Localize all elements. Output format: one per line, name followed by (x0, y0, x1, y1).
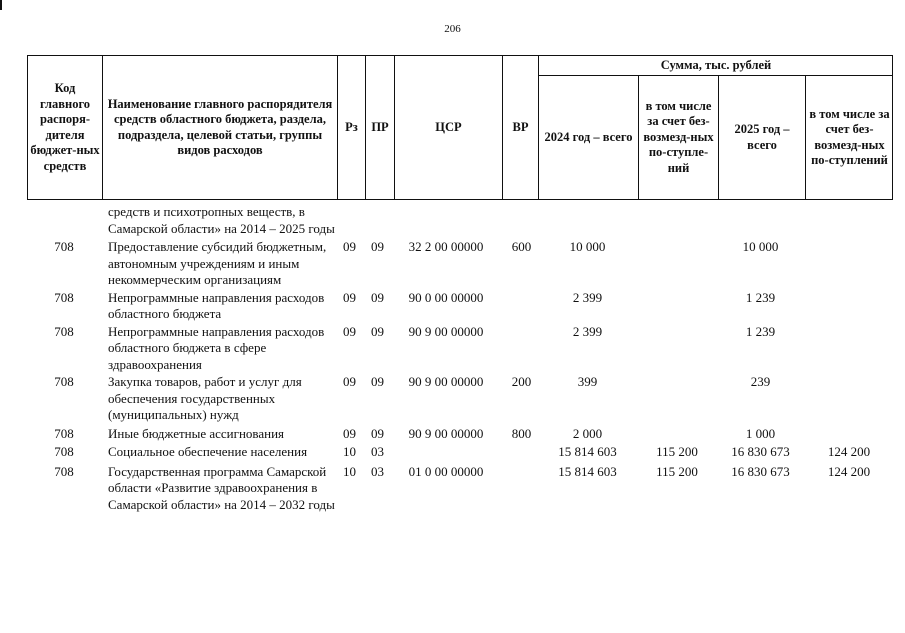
cell-pr: 03 (371, 463, 384, 479)
header-name: Наименование главного распорядителя средств областного бюджета, раздела, подраздела, целевой статьи, группы видов расходов (102, 56, 337, 199)
cell-2025-grants: 124 200 (827, 463, 871, 479)
scan-mark (0, 0, 2, 10)
cell-2024-total: 2 399 (572, 289, 603, 305)
cell-code: 708 (54, 323, 74, 339)
header-2025-grants: в том числе за счет без-возмезд-ных по-ступлений (805, 76, 893, 199)
table-row (27, 204, 893, 237)
cell-vr: 800 (511, 425, 532, 441)
cell-code: 708 (54, 444, 74, 459)
cell-pr: 09 (371, 289, 384, 305)
cell-2024-total: 399 (577, 374, 598, 389)
cell-2024-grants: 115 200 (656, 463, 698, 479)
cell-csr: 90 9 00 00000 (408, 374, 484, 389)
cell-2024-total: 10 000 (569, 239, 606, 254)
header-sum-title: Сумма, тыс. рублей (538, 56, 893, 76)
cell-pr: 09 (371, 323, 384, 339)
page-number: 206 (444, 23, 461, 35)
header-csr: ЦСР (394, 56, 502, 199)
cell-rz: 09 (343, 323, 356, 339)
cell-2025-total: 1 000 (745, 425, 776, 441)
cell-code: 708 (54, 463, 74, 479)
cell-pr: 09 (371, 374, 384, 389)
cell-name: Непрограммные направления расходов областного бюджета в сфере здравоохранения (108, 323, 325, 372)
cell-vr: 200 (511, 374, 532, 389)
cell-name: Предоставление субсидий бюджетным, автономным учреждениям и иным некоммерческим организациям (108, 239, 327, 287)
header-vr: ВР (502, 56, 538, 199)
cell-name: Социальное обеспечение населения (108, 444, 308, 459)
cell-rz: 09 (343, 239, 356, 254)
cell-name: Закупка товаров, работ и услуг для обеспечения государственных (муниципальных) нужд (108, 374, 302, 422)
cell-2025-total: 1 239 (745, 289, 776, 305)
cell-csr: 90 0 00 00000 (408, 289, 484, 305)
cell-csr: 01 0 00 00000 (408, 463, 484, 479)
cell-csr: 90 9 00 00000 (408, 425, 484, 441)
cell-code: 708 (54, 374, 74, 389)
cell-pr: 09 (371, 425, 384, 441)
cell-code: 708 (54, 289, 74, 305)
cell-2025-total: 16 830 673 (731, 463, 790, 479)
table-row (27, 324, 893, 374)
cell-2024-total: 15 814 603 (558, 463, 617, 479)
cell-rz: 10 (343, 463, 356, 479)
cell-2024-total: 2 399 (572, 323, 603, 339)
cell-pr: 03 (371, 444, 384, 459)
cell-2024-grants: 115 200 (656, 444, 698, 459)
cell-name: Иные бюджетные ассигнования (108, 425, 285, 441)
cell-rz: 09 (343, 374, 356, 389)
cell-name: Государственная программа Самарской области «Развитие здравоохранения в Самарской области» на 2014 – 2032 годы (108, 463, 335, 512)
table-row (27, 374, 893, 424)
table-row (27, 426, 893, 443)
cell-name: средств и психотропных веществ, в Самарской области» на 2014 – 2025 годы (108, 204, 335, 236)
cell-2025-total: 16 830 673 (731, 444, 790, 459)
cell-2025-total: 1 239 (745, 323, 776, 339)
cell-rz: 09 (343, 289, 356, 305)
cell-pr: 09 (371, 239, 384, 254)
cell-csr: 90 9 00 00000 (408, 323, 484, 339)
header-code: Код главного распоря-дителя бюджет-ных средств (30, 81, 100, 173)
cell-csr: 32 2 00 00000 (408, 239, 484, 254)
header-rz: Рз (337, 56, 365, 199)
cell-2025-total: 10 000 (742, 239, 779, 254)
cell-2025-total: 239 (750, 374, 771, 389)
header-2025-total: 2025 год – всего (718, 76, 805, 199)
cell-vr: 600 (511, 239, 532, 254)
table-header (27, 55, 893, 200)
table-row (27, 239, 893, 289)
cell-code: 708 (54, 239, 74, 254)
header-2024-grants: в том числе за счет без-возмезд-ных по-ступле-ний (638, 76, 718, 199)
cell-name: Непрограммные направления расходов областного бюджета (108, 289, 325, 321)
cell-2025-grants: 124 200 (827, 444, 871, 459)
header-2024-total: 2024 год – всего (538, 76, 638, 199)
cell-2024-total: 15 814 603 (558, 444, 617, 459)
cell-code: 708 (54, 425, 74, 441)
table-body (27, 204, 893, 513)
cell-rz: 09 (343, 425, 356, 441)
header-pr: ПР (365, 56, 394, 199)
cell-rz: 10 (343, 444, 356, 459)
table-row (27, 290, 893, 323)
table-row (27, 444, 893, 461)
table-row (27, 464, 893, 514)
cell-2024-total: 2 000 (572, 425, 603, 441)
